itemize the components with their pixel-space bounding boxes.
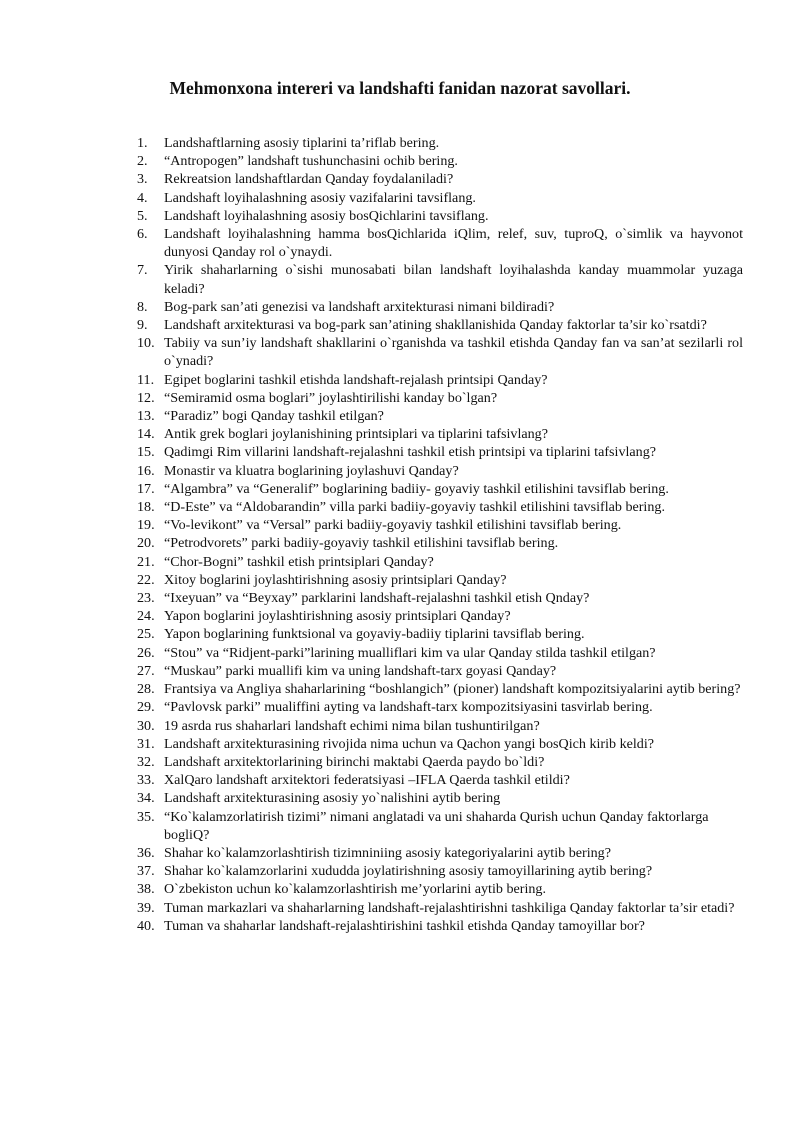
- question-text: Yapon boglarini joylashtirishning asosiy printsiplari Qanday?: [164, 608, 511, 625]
- question-text: “Muskau” parki muallifi kim va uning landshaft-tarx goyasi Qanday?: [164, 662, 557, 679]
- question-text: XalQaro landshaft arxitektori federatsiyasi –IFLA Qaerda tashkil etildi?: [164, 772, 570, 789]
- question-text: “Ko`kalamzorlatirish tizimi” nimani anglatadi va uni shaharda Qurish uchun Qanday faktorlarga bogliQ?: [164, 808, 709, 843]
- question-item: [137, 862, 743, 880]
- question-number: 10.: [137, 335, 155, 352]
- question-text: Monastir va kluatra boglarining joylashuvi Qanday?: [164, 462, 459, 479]
- question-number: 37.: [137, 863, 155, 880]
- question-text: Shahar ko`kalamzorlashtirish tizimniniing asosiy kategoriyalarini aytib bering?: [164, 844, 611, 861]
- question-item: [137, 389, 743, 407]
- question-text: “Chor-Bogni” tashkil etish printsiplari Qanday?: [164, 553, 434, 570]
- question-text: Egipet boglarini tashkil etishda landshaft-rejalash printsipi Qanday?: [164, 371, 548, 388]
- question-item: [137, 316, 743, 334]
- question-number: 39.: [137, 899, 155, 916]
- question-text: Landshaft arxitekturasining asosiy yo`nalishini aytib bering: [164, 790, 501, 807]
- question-item: [137, 443, 743, 461]
- question-text: Bog-park san’ati genezisi va landshaft arxitekturasi nimani bildiradi?: [164, 298, 555, 315]
- question-number: 33.: [137, 772, 155, 789]
- question-text: Landshaft loyihalashning asosiy bosQichlarini tavsiflang.: [164, 207, 489, 224]
- question-text: “Ixeyuan” va “Beyxay” parklarini landshaft-rejalashni tashkil etish Qnday?: [164, 590, 590, 607]
- question-number: 26.: [137, 644, 155, 661]
- question-number: 3.: [137, 171, 148, 188]
- question-text: Landshaft arxitektorlarining birinchi maktabi Qaerda paydo bo`ldi?: [164, 753, 545, 770]
- question-item: [137, 789, 743, 807]
- question-item: [137, 189, 743, 207]
- question-number: 4.: [137, 189, 148, 206]
- question-item: [137, 371, 743, 389]
- question-item: [137, 880, 743, 898]
- question-text: 19 asrda rus shaharlari landshaft echimi nima bilan tushuntirilgan?: [164, 717, 540, 734]
- question-number: 32.: [137, 753, 155, 770]
- question-number: 2.: [137, 153, 148, 170]
- question-item: [137, 717, 743, 735]
- question-text: O`zbekiston uchun ko`kalamzorlashtirish me’yorlarini aytib bering.: [164, 881, 546, 898]
- question-item: [137, 698, 743, 716]
- question-text: Antik grek boglari joylanishining printsiplari va tiplarini tafsivlang?: [164, 426, 548, 443]
- question-number: 12.: [137, 389, 155, 406]
- question-text: Shahar ko`kalamzorlarini xududda joylatirishning asosiy tamoyillarining aytib bering?: [164, 863, 653, 880]
- question-number: 8.: [137, 298, 148, 315]
- question-item: [137, 261, 743, 297]
- question-item: [137, 170, 743, 188]
- question-text: “D-Este” va “Aldobarandin” villa parki badiiy-goyaviy tashkil etilishini tavsiflab bering.: [164, 499, 665, 516]
- question-item: [137, 808, 743, 844]
- question-item: [137, 425, 743, 443]
- question-text: Landshaft loyihalashning asosiy vazifalarini tavsiflang.: [164, 189, 476, 206]
- question-item: [137, 207, 743, 225]
- question-number: 5.: [137, 207, 148, 224]
- question-item: [137, 534, 743, 552]
- question-number: 34.: [137, 790, 155, 807]
- question-number: 13.: [137, 408, 155, 425]
- question-number: 23.: [137, 590, 155, 607]
- question-item: [137, 680, 743, 698]
- question-item: [137, 899, 743, 917]
- question-text: Qadimgi Rim villarini landshaft-rejalashni tashkil etish printsipi va tiplarini tafsivlang?: [164, 444, 657, 461]
- question-number: 38.: [137, 881, 155, 898]
- page-title: Mehmonxona intereri va landshafti fanidan nazorat savollari.: [169, 78, 631, 98]
- question-item: [137, 917, 743, 935]
- question-number: 14.: [137, 426, 155, 443]
- question-item: [137, 516, 743, 534]
- question-item: [137, 753, 743, 771]
- question-text: “Paradiz” bogi Qanday tashkil etilgan?: [164, 408, 384, 425]
- question-number: 19.: [137, 517, 155, 534]
- question-text: Landshaft arxitekturasi va bog-park san’atining shakllanishida Qanday faktorlar ta’sir ko`rsatdi?: [164, 317, 707, 334]
- question-number: 6.: [137, 226, 148, 243]
- question-item: [137, 662, 743, 680]
- question-text: “Semiramid osma boglari” joylashtirilishi kanday bo`lgan?: [164, 389, 498, 406]
- question-number: 29.: [137, 699, 155, 716]
- question-number: 9.: [137, 317, 148, 334]
- question-item: [137, 498, 743, 516]
- question-number: 7.: [137, 262, 148, 279]
- question-number: 15.: [137, 444, 155, 461]
- question-item: [137, 589, 743, 607]
- question-number: 36.: [137, 844, 155, 861]
- question-text: Tabiiy va sun’iy landshaft shakllarini o`rganishda va tashkil etishda Qanday fan va san’at sezilarli rol o`ynadi?: [164, 335, 743, 370]
- question-number: 11.: [137, 371, 155, 388]
- question-text: “Antropogen” landshaft tushunchasini ochib bering.: [164, 153, 458, 170]
- question-text: Landshaft arxitekturasining rivojida nima uchun va Qachon yangi bosQich kirib keldi?: [164, 735, 655, 752]
- question-number: 35.: [137, 808, 155, 825]
- question-text: “Vo-levikont” va “Versal” parki badiiy-goyaviy tashkil etilishini tavsiflab bering.: [164, 517, 622, 534]
- question-number: 1.: [137, 135, 148, 151]
- question-item: [137, 735, 743, 753]
- question-number: 17.: [137, 480, 155, 497]
- question-number: 25.: [137, 626, 155, 643]
- question-number: 27.: [137, 662, 155, 679]
- question-item: [137, 298, 743, 316]
- question-number: 28.: [137, 681, 155, 698]
- question-item: [137, 644, 743, 662]
- question-text: “Pavlovsk parki” mualiffini ayting va landshaft-tarx kompozitsiyasini tasvirlab bering.: [164, 699, 653, 716]
- question-number: 21.: [137, 553, 155, 570]
- question-text: Xitoy boglarini joylashtirishning asosiy printsiplari Qanday?: [164, 571, 507, 588]
- question-item: [137, 225, 743, 261]
- question-number: 18.: [137, 499, 155, 516]
- question-item: [137, 462, 743, 480]
- question-text: “Petrodvorets” parki badiiy-goyaviy tashkil etilishini tavsiflab bering.: [164, 535, 559, 552]
- question-item: [137, 480, 743, 498]
- question-item: [137, 134, 743, 152]
- question-text: Landshaft loyihalashning hamma bosQichlarida iQlim, relef, suv, tuproQ, o`simlik va hayvonot dunyosi Qanday rol o`ynaydi.: [164, 226, 743, 261]
- question-number: 20.: [137, 535, 155, 552]
- question-text: Frantsiya va Angliya shaharlarining “boshlangich” (pioner) landshaft kompozitsiyalarini aytib bering?: [164, 681, 741, 698]
- question-item: [137, 625, 743, 643]
- question-number: 40.: [137, 917, 155, 934]
- question-number: 22.: [137, 571, 155, 588]
- question-text: Yapon boglarining funktsional va goyaviy-badiiy tiplarini tavsiflab bering.: [164, 626, 585, 643]
- question-text: Rekreatsion landshaftlardan Qanday foydalaniladi?: [164, 171, 454, 188]
- question-text: Tuman markazlari va shaharlarning landshaft-rejalashtirishni tashkiliga Qanday faktorlar ta’sir etadi?: [164, 899, 735, 916]
- question-item: [137, 407, 743, 425]
- question-list: [137, 134, 743, 935]
- question-number: 24.: [137, 608, 155, 625]
- question-item: [137, 607, 743, 625]
- question-item: [137, 571, 743, 589]
- question-item: [137, 334, 743, 370]
- question-number: 16.: [137, 462, 155, 479]
- question-item: [137, 152, 743, 170]
- question-text: “Stou” va “Ridjent-parki”larining mualliflari kim va ular Qanday stilda tashkil etilgan?: [164, 644, 656, 661]
- question-text: Tuman va shaharlar landshaft-rejalashtirishini tashkil etishda Qanday tamoyillar bor?: [164, 917, 645, 934]
- question-number: 30.: [137, 717, 155, 734]
- question-number: 31.: [137, 735, 155, 752]
- question-text: Yirik shaharlarning o`sishi munosabati bilan landshaft loyihalashda kanday muammolar yuzaga keladi?: [164, 262, 743, 297]
- question-text: Landshaftlarning asosiy tiplarini ta’riflab bering.: [164, 135, 440, 151]
- question-item: [137, 844, 743, 862]
- question-text: “Algambra” va “Generalif” boglarining badiiy- goyaviy tashkil etilishini tavsiflab bering.: [164, 480, 669, 497]
- question-item: [137, 771, 743, 789]
- question-item: [137, 553, 743, 571]
